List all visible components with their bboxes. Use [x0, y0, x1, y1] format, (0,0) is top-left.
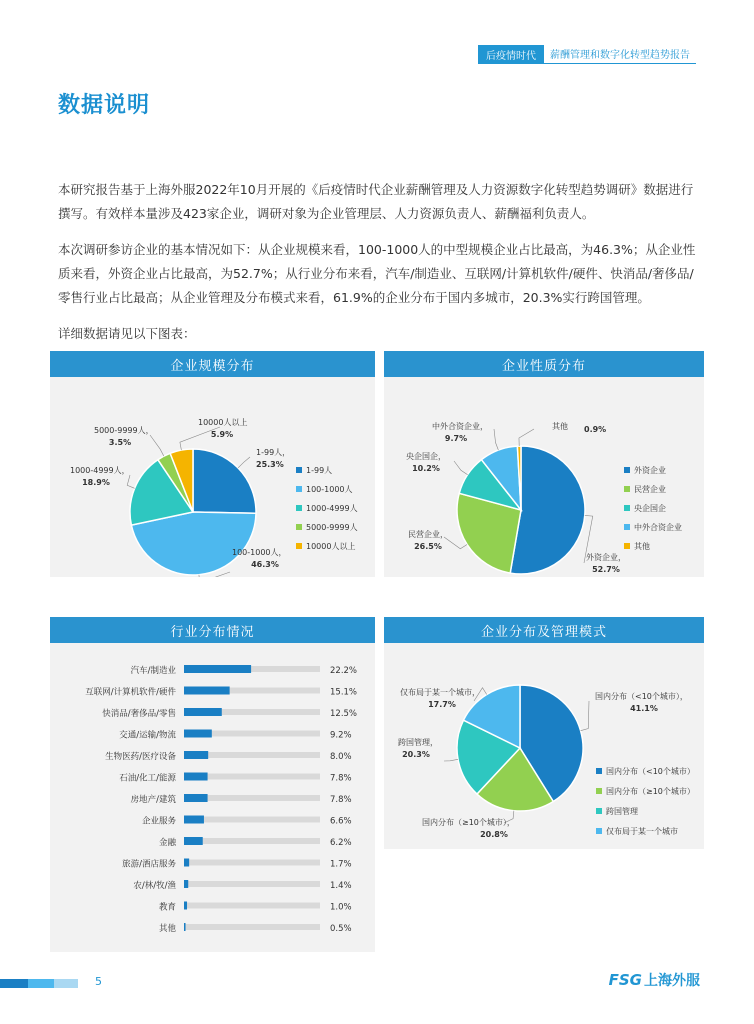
bar-category-label: 其他 [158, 924, 176, 934]
nature-chart-title: 企业性质分布 [384, 351, 704, 377]
legend-swatch [624, 467, 630, 473]
legend-label: 国内分布（≥10个城市） [606, 787, 695, 796]
pie-slice-label: 外资企业， [586, 553, 626, 562]
pie-slice-label: 民营企业， [408, 530, 448, 539]
mode-chart-panel [384, 617, 704, 849]
legend-label: 中外合资企业 [634, 523, 682, 532]
pie-slice-value: 3.5% [108, 438, 132, 447]
bar-category-label: 生物医药/医疗设备 [105, 752, 176, 762]
pie-slice-value: 0.9% [584, 425, 607, 434]
bar [184, 816, 204, 824]
intro-paragraph: 本研究报告基于上海外服2022年10月开展的《后疫情时代企业薪酬管理及人力资源数字化转型趋势调研》数据进行撰写。有效样本量涉及423家企业，调研对象为企业管理层、人力资源负责人、薪酬福利负责人。 [58, 182, 694, 221]
bar-value-label: 8.0% [330, 752, 352, 762]
pie-slice-label: 中外合资企业， [432, 422, 488, 431]
pie-slice-value: 25.3% [256, 460, 284, 469]
pie-slice-label: 仅布局于某一个城市， [400, 688, 480, 697]
pie-slice-label: 1-99人， [256, 448, 291, 457]
footer-logo [609, 970, 700, 990]
scale-chart-title: 企业规模分布 [50, 351, 375, 377]
bar [184, 773, 208, 781]
bar-track [184, 903, 320, 909]
scale-pie-chart [50, 377, 375, 577]
legend-swatch [596, 808, 602, 814]
bar [184, 837, 203, 845]
bar [184, 730, 212, 738]
pie-leader-line [150, 435, 164, 456]
bar-value-label: 1.4% [330, 881, 352, 891]
bar-value-label: 1.7% [330, 859, 352, 870]
bar-value-label: 6.2% [330, 838, 352, 848]
logo-cn: 上海外服 [644, 973, 700, 989]
pie-slice-value: 41.1% [630, 704, 658, 713]
summary-paragraph: 本次调研参访企业的基本情况如下：从企业规模来看，100-1000人的中型规模企业占比最高，为46.3%；从企业性质来看，外资企业占比最高，为52.7%；从行业分布来看，汽车/制造业、互联网/计算机软件/硬件、快消品/奢侈品/零售行业占比最高；从企业管理及分布模式来看，61.9%的企业分布于国内多城市，20.3%实行跨国管理。 [58, 242, 696, 305]
bar [184, 859, 189, 867]
bar-value-label: 22.2% [330, 666, 358, 676]
industry-bar-chart [50, 643, 375, 952]
pie-slice-label: 5000-9999人， [94, 426, 154, 435]
pie-leader-line [519, 429, 534, 446]
legend-swatch [624, 505, 630, 511]
bar-value-label: 7.8% [330, 795, 352, 805]
bar-category-label: 快消品/奢侈品/零售 [102, 709, 176, 719]
pie-leader-line [454, 461, 468, 475]
footer-color-bar [0, 979, 78, 988]
legend-swatch [296, 486, 302, 492]
pie-slice-label: 国内分布（<10个城市）， [595, 692, 688, 701]
industry-chart-title: 行业分布情况 [50, 617, 375, 643]
legend-label: 100-1000人 [306, 485, 353, 494]
bar [184, 923, 186, 931]
bar-track [184, 924, 320, 930]
bar [184, 687, 230, 695]
legend-swatch [624, 524, 630, 530]
bar-value-label: 6.6% [330, 816, 352, 827]
legend-label: 1000-4999人 [306, 504, 358, 513]
pie-slice-label: 其他 [552, 422, 568, 431]
bar-category-label: 农/林/牧/渔 [133, 881, 176, 891]
bar-category-label: 金融 [158, 838, 176, 848]
legend-label: 国内分布（<10个城市） [606, 767, 695, 776]
bar [184, 880, 188, 888]
legend-label: 跨国管理 [606, 807, 638, 816]
charts-lead-paragraph: 详细数据请见以下图表： [58, 326, 196, 341]
pie-slice-label: 国内分布（≥10个城市）， [422, 818, 515, 827]
pie-slice-value: 9.7% [444, 434, 468, 443]
legend-swatch [296, 543, 302, 549]
bar [184, 902, 187, 910]
bar-category-label: 交通/运输/物流 [119, 730, 176, 741]
pie-leader-line [444, 759, 458, 761]
bar-value-label: 0.5% [330, 924, 352, 934]
pie-slice-value: 5.9% [210, 430, 234, 439]
bar-category-label: 企业服务 [141, 816, 176, 827]
pie-leader-line [494, 429, 498, 450]
legend-swatch [624, 543, 630, 549]
page-number: 5 [95, 975, 102, 988]
pie-slice-value: 26.5% [414, 542, 442, 551]
pie-slice-value: 20.8% [480, 830, 508, 839]
pie-slice-label: 10000人以上 [198, 418, 248, 427]
legend-swatch [596, 788, 602, 794]
pie-slice-label: 央企国企， [406, 452, 446, 461]
bar [184, 708, 222, 716]
legend-swatch [596, 768, 602, 774]
logo-fsg: FSG [608, 971, 642, 989]
bar-category-label: 石油/化工/能源 [119, 773, 176, 784]
header-tag [478, 44, 696, 64]
bar-category-label: 教育 [158, 902, 176, 913]
pie-slice-value: 20.3% [402, 750, 430, 759]
bar-category-label: 旅游/酒店服务 [122, 859, 176, 870]
legend-label: 仅布局于某一个城市 [606, 827, 678, 836]
mode-pie-chart [384, 643, 704, 849]
pie-slice-label: 100-1000人， [232, 548, 287, 557]
pie-slice-value: 52.7% [592, 565, 620, 574]
nature-chart-panel [384, 351, 704, 577]
scale-chart-panel [50, 351, 375, 577]
legend-label: 10000人以上 [306, 542, 356, 551]
header-tag-right: 薪酬管理和数字化转型趋势报告 [544, 44, 696, 64]
pie-slice-value: 18.9% [82, 478, 110, 487]
legend-label: 1-99人 [306, 466, 333, 475]
bar-value-label: 12.5% [330, 709, 358, 719]
bar-value-label: 15.1% [330, 687, 358, 698]
legend-label: 外资企业 [634, 466, 666, 475]
bar-track [184, 817, 320, 823]
bar-category-label: 房地产/建筑 [130, 795, 176, 805]
legend-label: 其他 [634, 542, 650, 551]
bar-track [184, 881, 320, 887]
legend-label: 民营企业 [634, 485, 666, 494]
bar-value-label: 7.8% [330, 773, 352, 784]
legend-swatch [296, 467, 302, 473]
bar-value-label: 9.2% [330, 730, 352, 741]
bar [184, 751, 208, 759]
pie-slice-label: 1000-4999人， [70, 466, 130, 475]
bar-category-label: 互联网/计算机软件/硬件 [85, 687, 176, 698]
bar-category-label: 汽车/制造业 [130, 666, 176, 676]
nature-pie-chart [384, 377, 704, 577]
legend-swatch [624, 486, 630, 492]
bar-track [184, 838, 320, 844]
legend-label: 5000-9999人 [306, 523, 358, 532]
pie-slice-value: 17.7% [428, 700, 456, 709]
bar-value-label: 1.0% [330, 902, 352, 913]
legend-swatch [296, 505, 302, 511]
header-tag-left: 后疫情时代 [478, 45, 544, 64]
bar [184, 665, 251, 673]
pie-slice-label: 跨国管理， [398, 738, 438, 747]
pie-leader-line [581, 701, 589, 731]
bar [184, 794, 208, 802]
legend-swatch [596, 828, 602, 834]
pie-leader-line [127, 475, 134, 488]
pie-slice [193, 449, 256, 513]
pie-slice-value: 10.2% [412, 464, 440, 473]
legend-swatch [296, 524, 302, 530]
bar-track [184, 860, 320, 866]
industry-chart-panel [50, 617, 375, 952]
pie-slice-value: 46.3% [251, 560, 279, 569]
legend-label: 央企国企 [634, 504, 666, 513]
mode-chart-title: 企业分布及管理模式 [384, 617, 704, 643]
pie-leader-line [238, 457, 250, 468]
page-title: 数据说明 [58, 93, 151, 118]
